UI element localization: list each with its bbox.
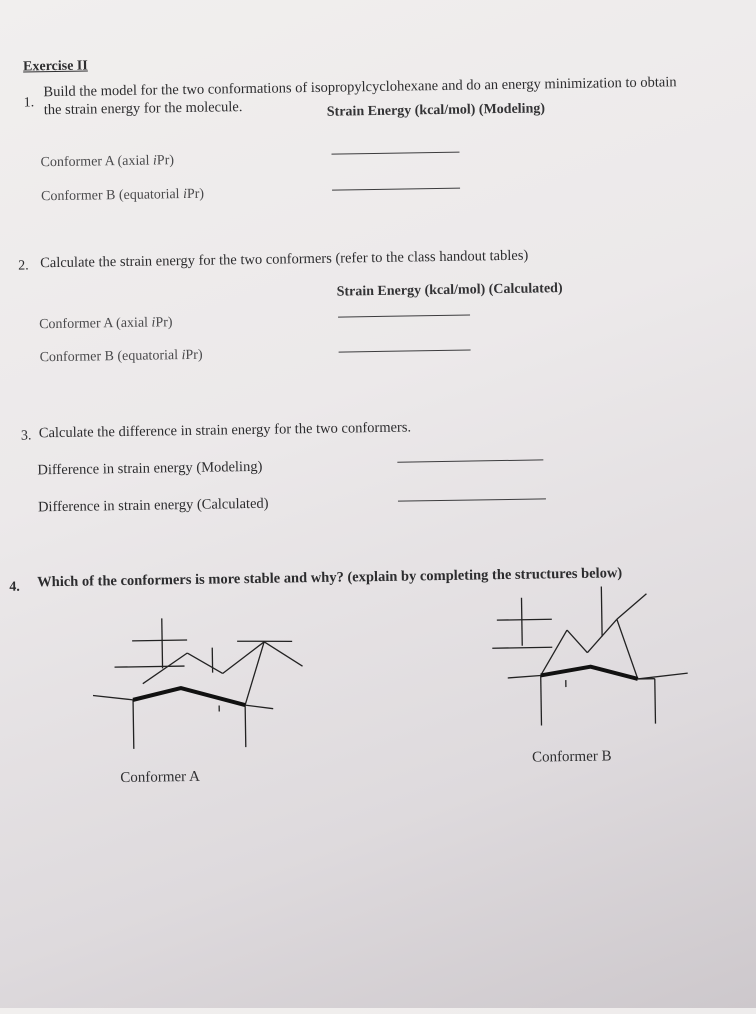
- conformer-b-chair-drawing: [471, 583, 713, 747]
- conformer-a-chair-drawing: [92, 606, 324, 770]
- q2-text: Calculate the strain energy for the two conformers (refer to the class handout tables): [40, 248, 528, 273]
- q1-column-header: Strain Energy (kcal/mol) (Modeling): [327, 101, 545, 120]
- q1-text-line1: Build the model for the two conformations of isopropylcyclohexane and do an energy minimization to obtain: [43, 74, 676, 101]
- q3-answer-blank-modeling[interactable]: [397, 459, 543, 462]
- q2-column-header: Strain Energy (kcal/mol) (Calculated): [337, 281, 563, 301]
- q3-text: Calculate the difference in strain energy for the two conformers.: [39, 419, 412, 442]
- q3-row-modeling: Difference in strain energy (Modeling): [37, 459, 262, 480]
- conformer-a-caption: Conformer A: [120, 769, 200, 787]
- q2-answer-blank-b[interactable]: [339, 350, 471, 353]
- q2-answer-blank-a[interactable]: [338, 315, 470, 318]
- q4-text: Which of the conformers is more stable and why? (explain by completing the structures below): [37, 565, 622, 591]
- q2-number: 2.: [18, 258, 29, 274]
- q1-text-line2: the strain energy for the molecule.: [44, 99, 243, 119]
- q4-number: 4.: [9, 580, 20, 596]
- q2-row-conformer-a: Conformer A (axial iPr): [39, 315, 173, 333]
- q1-row-conformer-b: Conformer B (equatorial iPr): [41, 187, 204, 206]
- q1-row-conformer-a: Conformer A (axial iPr): [40, 153, 174, 171]
- q3-number: 3.: [21, 428, 32, 444]
- conformer-b-caption: Conformer B: [532, 748, 612, 766]
- q1-number: 1.: [24, 95, 35, 111]
- q1-answer-blank-a[interactable]: [331, 152, 459, 155]
- q3-row-calculated: Difference in strain energy (Calculated): [38, 496, 269, 517]
- q2-row-conformer-b: Conformer B (equatorial iPr): [40, 348, 203, 367]
- q1-answer-blank-b[interactable]: [332, 188, 460, 191]
- exercise-title: Exercise II: [23, 59, 88, 76]
- q3-answer-blank-calculated[interactable]: [398, 498, 546, 501]
